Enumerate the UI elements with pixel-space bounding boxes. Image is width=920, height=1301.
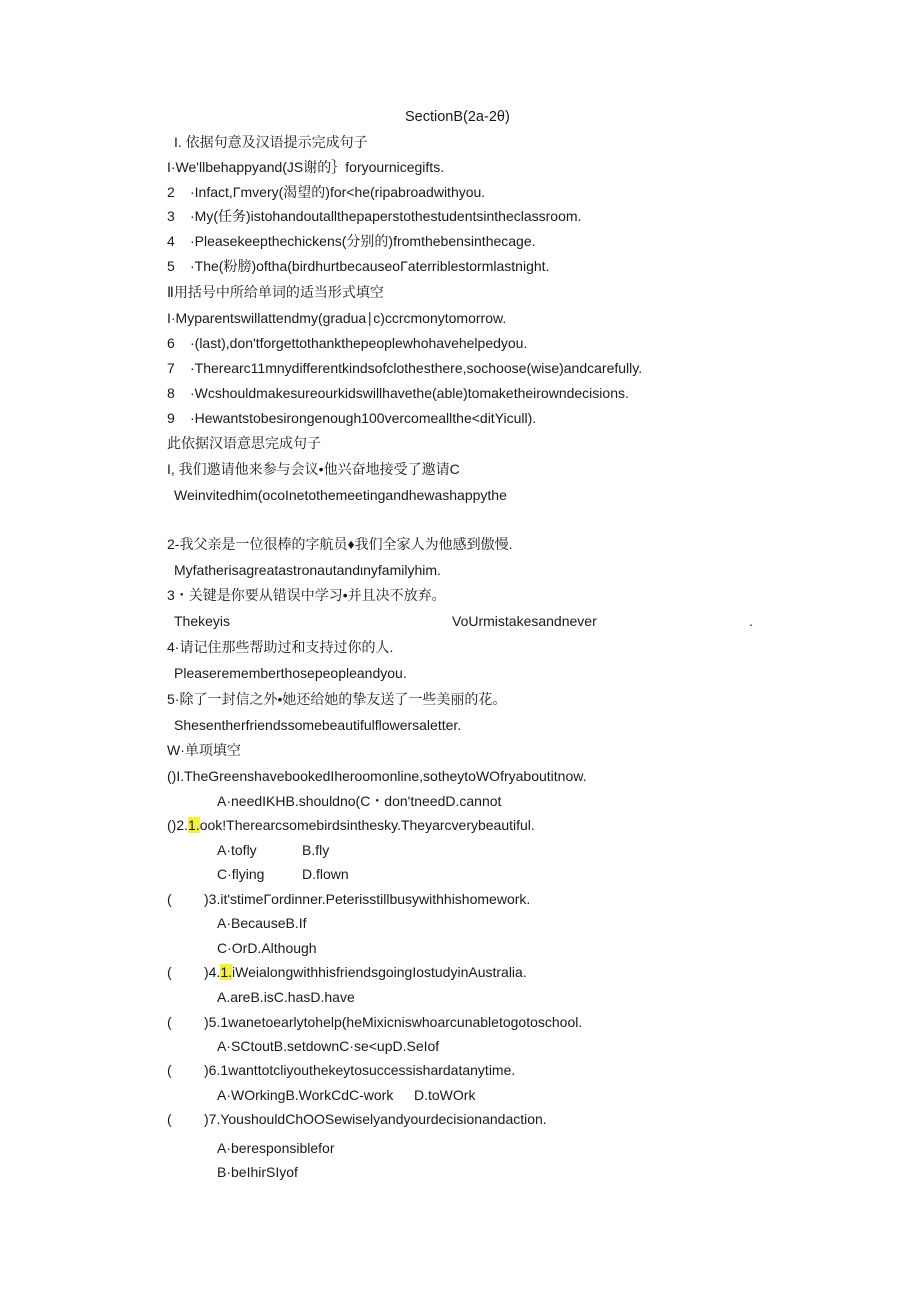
part3-q1-chinese: I, 我们邀请他来参与会议•他兴奋地接受了邀请C <box>167 461 460 477</box>
part2-number-7: 7 <box>167 360 175 376</box>
part3-q2-chinese: 2-我父亲是一位很棒的字航员♦我们全家人为他感到傲慢. <box>167 536 513 552</box>
part2-heading: Ⅱ用括号中所给单词的适当形式填空 <box>167 284 384 300</box>
part4-q1-options: A·needIKHB.shouldno(C・don'tneedD.cannot <box>217 793 502 809</box>
part4-q2 <box>167 816 535 834</box>
part4-q3: )3.it'stimeΓordinner.Peterisstillbusywithhishomework. <box>204 891 531 907</box>
part2-number-6: 6 <box>167 335 175 351</box>
part1-item-5: ·The(粉膀)oftha(birdhurtbecauseoΓaterriblestormlastnight. <box>190 258 550 274</box>
part2-item-4: ·Wcshouldmakesureourkidswillhavethe(able)tomaketheirowndecisions. <box>190 385 629 401</box>
part1-item-2: ·Infact,Γmvery(渴望的)for<he(ripabroadwithyou. <box>190 184 486 200</box>
section-title: SectionB(2a-2θ) <box>405 109 510 125</box>
part1-heading: I. 依据句意及汉语提示完成句子 <box>174 134 368 150</box>
part1-item-3: ·My(任务)istohandoutallthepaperstothestudentsintheclassroom. <box>190 208 582 224</box>
part4-heading: W·单项填空 <box>167 742 241 758</box>
part4-q3-options-cd: C·OrD.Although <box>217 940 317 956</box>
part3-q3-chinese: 3・关键是你要从错误中学习•并且决不放弃。 <box>167 587 446 603</box>
part4-q5-options: A·SCtoutB.setdownC·se<upD.SeIof <box>217 1038 440 1054</box>
part2-item-3: ·Therearc11mnydifferentkindsofclothesthere,sochoose(wise)andcarefully. <box>190 360 643 376</box>
part4-q2-option-d: D.flown <box>302 866 349 882</box>
part1-number-3: 3 <box>167 208 175 224</box>
part2-number-8: 8 <box>167 385 175 401</box>
part2-number-9: 9 <box>167 410 175 426</box>
part4-q4-prefix: )4. <box>204 964 221 980</box>
part4-q6-options-a: A·WOrkingB.WorkCdC-work <box>217 1087 394 1103</box>
part4-q7-option-a: A·beresponsiblefor <box>217 1140 335 1156</box>
part4-q5-paren: ( <box>167 1014 172 1030</box>
part4-q5: )5.1wanetoearlytohelp(heMixicniswhoarcunabletogotoschool. <box>204 1014 583 1030</box>
highlight-mark: 1. <box>188 817 200 833</box>
part4-q2-prefix: ()2. <box>167 817 188 833</box>
part3-q4-chinese: 4·请记住那些帮助过和支持过你的人. <box>167 639 394 655</box>
part4-q6-paren: ( <box>167 1062 172 1078</box>
part1-number-2: 2 <box>167 184 175 200</box>
part3-q5-english: Shesentherfriendssomebeautifulflowersaletter. <box>174 717 462 733</box>
part4-q4-options: A.areB.isC.hasD.have <box>217 989 355 1005</box>
part2-item-5: ·Hewantstobesirongenough100vercomeallthe<ditYicull). <box>190 410 537 426</box>
part2-item-2: ·(last),don'tforgettothankthepeoplewhohavehelpedyou. <box>190 335 528 351</box>
part1-item-4: ·Pleasekeepthechickens(分别的)fromthebensinthecage. <box>190 233 536 249</box>
part4-q7: )7.YoushouldChOOSewiselyandyourdecisionandaction. <box>204 1111 547 1127</box>
part3-q4-english: Pleaserememberthosepeopleandyou. <box>174 665 407 681</box>
part4-q3-options-ab: A·BecauseB.If <box>217 915 307 931</box>
part3-q3-english-b: VoUrmistakesandnever <box>452 613 597 629</box>
part4-q3-paren: ( <box>167 891 172 907</box>
part4-q6: )6.1wanttotcliyouthekeytosuccessishardatanytime. <box>204 1062 516 1078</box>
part3-q3-english-c: . <box>749 613 753 629</box>
part3-heading: 此依据汉语意思完成句子 <box>167 435 321 451</box>
part4-q4 <box>204 963 527 981</box>
part4-q6-options-b: D.toWOrk <box>414 1087 476 1103</box>
highlight-mark: 1. <box>220 964 233 980</box>
part3-q5-chinese: 5·除了一封信之外•她还给她的挚友送了一些美丽的花。 <box>167 691 507 707</box>
part4-q4-paren: ( <box>167 964 172 980</box>
part1-item-1: I·We'llbehappyand(JS谢的｝foryournicegifts. <box>167 159 445 175</box>
part1-number-5: 5 <box>167 258 175 274</box>
part4-q2-option-c: C·flying <box>217 866 265 882</box>
part4-q2-option-a: A·tofly <box>217 842 257 858</box>
part4-q4-text: iWeialongwithhisfriendsgoingIostudyinAustralia. <box>232 964 527 980</box>
part3-q2-english: Myfatherisagreatastronautandιnyfamilyhim. <box>174 562 441 578</box>
part3-q1-english: Weinvitedhim(ocoInetothemeetingandhewashappythe <box>174 487 507 503</box>
part4-q2-option-b: B.fly <box>302 842 330 858</box>
part1-number-4: 4 <box>167 233 175 249</box>
part4-q1: ()I.TheGreenshavebookedIheroomonline,sotheytoWOfryaboutitnow. <box>167 768 587 784</box>
part4-q7-option-b: B·beIhirSIyof <box>217 1164 298 1180</box>
part4-q7-paren: ( <box>167 1111 172 1127</box>
part2-item-1: I·Myparentswillattendmy(gradua∣c)ccrcmonytomorrow. <box>167 310 507 326</box>
part4-q2-text: ook!Therearcsomebirdsinthesky.Theyarcverybeautiful. <box>199 817 535 833</box>
part3-q3-english-a: Thekeyis <box>174 613 231 629</box>
